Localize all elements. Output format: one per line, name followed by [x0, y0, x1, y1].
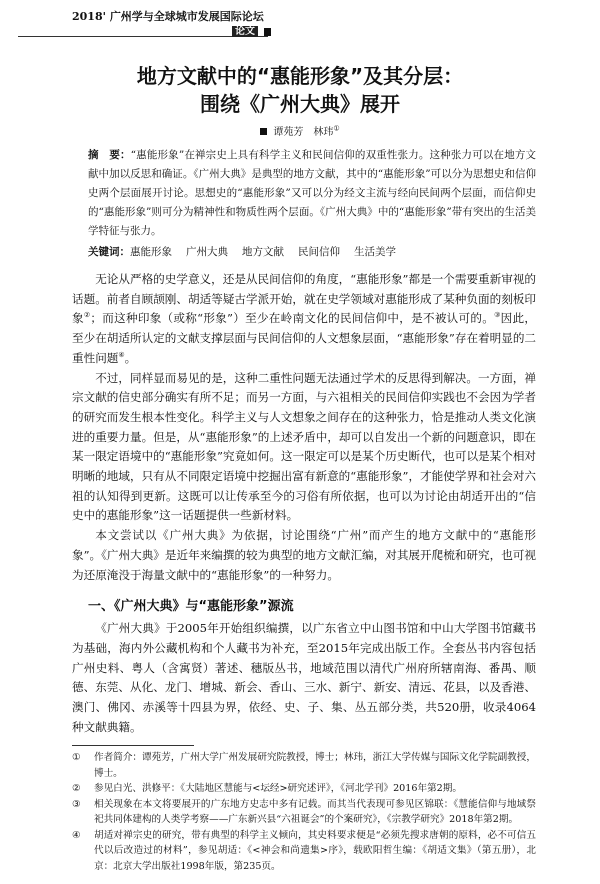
- footnote-ref: ②: [83, 311, 91, 320]
- footnote: [72, 750, 536, 781]
- paper-title-line1: 地方文献中的“惠能形象”及其分层：: [136, 64, 464, 88]
- author-note-mark: ①: [333, 124, 340, 133]
- keyword: 广州大典: [186, 246, 228, 258]
- paragraph: 《广州大典》于2005年开始组织编撰，以广东省立中山图书馆和中山大学图书馆藏书为基础，海内外公藏机构和个人藏书为补充，至2015年完成出版工作。全套丛书内容包括广州史料、粤人（含寓贤）著述、穗版丛书，地域范围以清代广州府所辖南海、番禺、顺德、东莞、从化、龙门、增城、新会、香山、三水、新宁、新安、清远、花县，以及香港、澳门、佛冈、赤溪等十四县为界，依经、史、子、集、丛五部分类，共520册，收录4064种文献典籍。: [72, 621, 536, 734]
- keywords-label: 关键词：: [88, 246, 130, 258]
- keyword: 生活美学: [354, 246, 396, 258]
- paragraph: [72, 270, 536, 369]
- author-names: 谭苑芳 林玮: [273, 127, 334, 138]
- paragraph-text: ；而这种印象（或称“形象”）至少在岭南文化的民间信仰中，是不被认可的。: [90, 311, 495, 326]
- footnote-mark: ③: [72, 798, 81, 810]
- abstract-label: 摘 要：: [88, 149, 131, 161]
- footnotes: [72, 750, 536, 874]
- footnote-rule: [72, 745, 194, 746]
- body-intro: [72, 270, 536, 585]
- authors: [0, 126, 600, 140]
- paper-title-line2: 围绕《广州大典》展开: [200, 92, 400, 116]
- footnote: [72, 828, 536, 875]
- paragraph-text: 无论从严格的史学意义，还是从民间信仰的角度，“惠能形象”都是一个需要重新审视的话题。前者自顾颉刚、胡适等疑古学派开始，就在史学领域对惠能形成了某种负面的刻板印象: [72, 272, 537, 326]
- footnote-mark: ②: [72, 783, 81, 795]
- footnote-mark: ④: [72, 829, 81, 841]
- paragraph: 不过，同样显而易见的是，这种二重性问题无法通过学术的反思得到解决。一方面，禅宗文献的信史部分确实有所不足；而另一方面，与六祖相关的民间信仰实践也不会因为学者的研究而发生根本性变化。科学主义与人文想象之间存在的这种张力，恰是推动人类文化演进的重要力量。但是，从“惠能形象”的上述矛盾中，却可以自发出一个新的问题意识，即在某一限定语境中的“惠能形象”究竟如何。这一限定可以是某个历史断代，也可以是某个相对明晰的地域，只有从不同限定语境中挖掘出富有新意的“惠能形象”，才能使学界和社会对六祖的认知得到更新。这既可以让传承至今的习俗有所依据，也可以为讨论由胡适开出的“信史中的惠能形象”这一话题提供一些新材料。: [72, 370, 537, 523]
- paragraph: 本文尝试以《广州大典》为依据，讨论围绕“广州”而产生的地方文献中的“惠能形象”。《广州大典》是近年来编撰的较为典型的地方文献汇编，对其展开爬梳和研究，也可视为还原淹没于海量文献中的“惠能形象”的一种努力。: [72, 528, 536, 582]
- square-bullet-icon: [260, 128, 267, 135]
- header-row: [72, 6, 536, 40]
- keywords: [88, 243, 536, 262]
- keyword: 惠能形象: [130, 246, 172, 258]
- keyword: 地方文献: [242, 246, 284, 258]
- footnote-text: 参见白光、洪修平：《大陆地区慧能与<坛经>研究述评》，《河北学刊》2016年第2期。: [94, 783, 462, 795]
- section-body: [72, 619, 536, 737]
- paragraph-text: 。: [124, 350, 137, 365]
- footnote-text: 胡适对禅宗史的研究，带有典型的科学主义倾向，其史料要求便是“必须先搜求唐朝的原料，必不可信五代以后改造过的材料”，参见胡适：《<神会和尚遗集>序》，载欧阳哲生编：《胡适文集》（第五册），北京：北京大学出版社1998年版，第235页。: [94, 829, 536, 872]
- footnote-mark: ①: [72, 752, 81, 764]
- running-header: 2018' 广州学与全球城市发展国际论坛: [72, 10, 264, 23]
- section-tag: 论文: [232, 26, 258, 37]
- abstract-text: “惠能形象”在禅宗史上具有科学主义和民间信仰的双重性张力。这种张力可以在地方文献中加以反思和确证。《广州大典》是典型的地方文献，其中的“惠能形象”可以分为思想史和信仰史两个层面展开讨论。思想史的“惠能形象”又可以分为经文主流与经向民间两个层面，而信仰史的“惠能形象”则可分为精神性和物质性两个层面。《广州大典》中的“惠能形象”带有突出的生活美学特征与张力。: [88, 149, 537, 237]
- header-rule: [18, 36, 268, 37]
- paragraph-text: 因此，至少在胡适所认定的文献支撑层面与民间信仰的人文想象层面，“惠能形象”存在着明显的二重性问题: [72, 311, 537, 365]
- footnote-ref: ③: [494, 311, 501, 320]
- keyword: 民间信仰: [298, 246, 340, 258]
- footnote-text: 作者简介：谭苑芳，广州大学广州发展研究院教授，博士；林玮，浙江大学传媒与国际文化学院副教授，博士。: [94, 752, 536, 779]
- footnote: [72, 797, 536, 828]
- footnote-text: 相关现象在本文将要展开的广东地方史志中多有记载。而其当代表现可参见区锦联：《慧能信仰与地域祭祀共同体建构的人类学考察——广东新兴县“六祖诞会”的个案研究》，《宗教学研究》2018年第2期。: [94, 798, 536, 826]
- footnote: [72, 781, 536, 797]
- abstract: [88, 146, 536, 241]
- section-heading: 一、《广州大典》与“惠能形象”源流: [88, 599, 294, 615]
- footnote-ref: ④: [118, 350, 125, 359]
- section-tag-square-icon: [264, 28, 271, 36]
